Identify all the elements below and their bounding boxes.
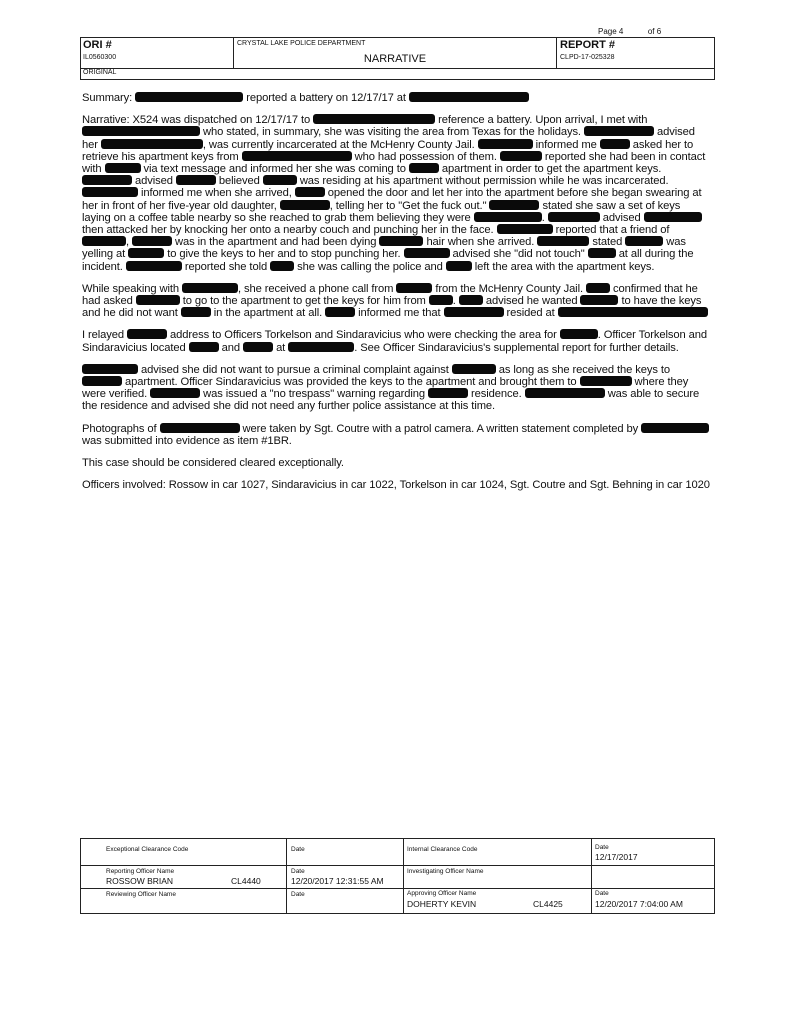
text-run: hair when she arrived.	[426, 236, 535, 249]
redaction	[105, 163, 141, 173]
text-run: was yelling at	[82, 236, 686, 261]
redaction	[525, 388, 605, 398]
internal-clearance-label: Internal Clearance Code	[407, 846, 478, 853]
redaction	[625, 236, 663, 246]
redaction	[396, 283, 432, 293]
divider	[81, 865, 714, 866]
narrative-paragraph-2: While speaking with , she received a phone call from from the McHenry County Jail. confirmed that he had asked to go to the apartment to get the keys for him from . advised he wanted to have the keys and he did not want in the apartment at all. informed me that resided at	[82, 283, 710, 320]
page-of-label: of 6	[647, 27, 662, 36]
redaction	[82, 236, 126, 246]
text-run: stated	[592, 236, 623, 249]
redaction	[497, 224, 553, 234]
narrative-paragraph-4	[82, 364, 710, 413]
redaction	[101, 139, 203, 149]
text-run: advised	[135, 175, 173, 188]
redaction	[176, 175, 216, 185]
text-run: was submitted into evidence as item #1BR.	[82, 434, 292, 447]
text-run: While speaking with	[82, 282, 179, 295]
ori-value: IL0560300	[83, 54, 117, 61]
redaction	[444, 307, 504, 317]
text-run: advised she did not want to pursue a criminal complaint against	[141, 363, 449, 376]
text-run: as long as she received the keys to	[498, 363, 671, 376]
text-run: believed	[218, 175, 260, 188]
redaction	[404, 248, 450, 258]
redaction	[459, 295, 483, 305]
text-run: advised she "did not touch"	[452, 248, 585, 261]
redaction	[295, 187, 325, 197]
text-run: from the McHenry County Jail.	[435, 282, 583, 295]
divider	[591, 839, 592, 913]
approval-date: 12/20/2017 7:04:00 AM	[595, 899, 683, 909]
redaction	[428, 388, 468, 398]
text-run: and	[221, 341, 241, 354]
redaction	[181, 307, 211, 317]
redaction	[242, 151, 352, 161]
redaction	[452, 364, 496, 374]
text-run: at	[276, 341, 286, 354]
report-date: 12/20/2017 12:31:55 AM	[291, 876, 384, 886]
ori-cell	[81, 38, 234, 68]
redaction	[429, 295, 453, 305]
summary-paragraph	[82, 92, 710, 104]
narrative-paragraph-7: Officers involved: Rossow in car 1027, Sindaravicius in car 1022, Torkelson in car 1024, Sgt. Coutre and Sgt. Behning in car 1020	[82, 479, 710, 492]
text-run: apartment. Officer Sindaravicius was provided the keys to the apartment and brought them to	[125, 376, 577, 389]
redaction	[584, 126, 654, 136]
text-run: she was calling the police and	[297, 260, 443, 273]
text-run: opened the door and let her into the apartment before she began swearing at her in front of her five-year old daughter,	[82, 187, 702, 212]
text-run: was residing at his apartment without permission while he was incarcerated.	[299, 175, 669, 188]
approving-officer-label: Approving Officer Name	[407, 890, 477, 897]
clearance-date: 12/17/2017	[595, 852, 638, 862]
text-run: reference a battery. Upon arrival, I met with	[438, 114, 648, 127]
redaction	[588, 248, 616, 258]
date-label: Date	[595, 890, 609, 897]
narrative-paragraph-3: I relayed address to Officers Torkelson and Sindaravicius who were checking the area for . Officer Torkelson and Sindaravicius located and at . See Officer Sindaravicius's supplemental report for further details.	[82, 329, 707, 354]
redaction	[182, 283, 238, 293]
text-run: confirmed that he had asked	[82, 282, 698, 308]
text-run: asked her to retrieve his apartment keys from	[82, 138, 694, 163]
redaction	[160, 423, 240, 433]
report-label: REPORT #	[560, 39, 616, 51]
report-header	[80, 37, 715, 69]
text-run: at all during the incident.	[82, 248, 694, 273]
redaction	[135, 92, 243, 102]
redaction	[580, 295, 618, 305]
text-run: resided at	[506, 307, 555, 320]
text-run: was issued a "no trespass" warning regarding	[203, 388, 425, 401]
approving-officer-name: DOHERTY KEVIN	[407, 899, 477, 909]
clearance-footer	[80, 838, 715, 914]
text-run: , telling her to "Get the fuck out."	[329, 199, 487, 212]
redaction	[82, 175, 132, 185]
redaction	[379, 236, 423, 246]
text-run: to go to the apartment to get the keys for him from	[182, 295, 426, 308]
date-label: Date	[291, 846, 305, 853]
text-run: to have the keys and he did not want	[82, 295, 702, 320]
redaction	[136, 295, 180, 305]
redaction	[409, 163, 439, 173]
text-run: Officer Torkelson and Sindaravicius located	[82, 329, 707, 354]
text-run: apartment in order to get the apartment keys.	[441, 163, 662, 176]
redaction	[82, 376, 122, 386]
redaction	[474, 212, 542, 222]
summary-label: Summary:	[82, 92, 133, 104]
redaction	[548, 212, 600, 222]
summary-text: reported a battery on 12/17/17 at	[246, 92, 406, 104]
redaction	[127, 329, 167, 339]
date-label: Date	[595, 844, 609, 851]
divider	[81, 888, 714, 889]
text-run: via text message and informed her she was coming to	[143, 163, 406, 176]
redaction	[325, 307, 355, 317]
redaction	[560, 329, 598, 339]
redaction	[126, 261, 182, 271]
text-run: , she received a phone call from	[237, 282, 394, 295]
text-run: Narrative: X524 was dispatched on 12/17/17 to	[82, 114, 311, 127]
text-run: address to Officers Torkelson and Sindaravicius who were checking the area for	[170, 329, 557, 342]
text-run: I relayed	[82, 329, 125, 342]
page-label: Page 4	[598, 27, 624, 36]
redaction	[82, 126, 200, 136]
redaction	[446, 261, 472, 271]
text-run: reported that a friend of	[555, 224, 670, 237]
reporting-officer-name: ROSSOW BRIAN	[106, 876, 174, 886]
page-number	[598, 27, 661, 36]
redaction	[189, 342, 219, 352]
text-run: Photographs of	[82, 422, 157, 435]
redaction	[478, 139, 533, 149]
narrative-paragraph-1: Narrative: X524 was dispatched on 12/17/17 to reference a battery. Upon arrival, I met with who stated, in summary, she was visiting the area from Texas for the holidays. advised her , was currently incarcerated at the McHenry County Jail. informed me asked her to retrieve his apartment keys from who had possession of them. reported she had been in contact with via text message and informed her she was coming to apartment in order to get the apartment keys. advised believed was residing at his apartment without permission while he was incarcerated. informed me when she arrived, opened the door and let her into the apartment before she began swearing at her in front of her five-year old daughter, , telling her to "Get the fuck out." stated she saw a set of keys laying on a coffee table nearby so she reached to grab them believing they were . advised then attacked her by knocking her onto a nearby couch and punching her in the face. reported that a friend of , was in the apartment and had been dying hair when she arrived. stated was yelling at to give the keys to her and to stop punching her. advised she "did not touch" at all during the incident. reported she told she was calling the police and left the area with the apartment keys.	[82, 114, 706, 273]
section-title: NARRATIVE	[363, 53, 427, 65]
reporting-officer-id: CL4440	[231, 876, 261, 886]
redaction	[82, 187, 138, 197]
text-run: left the area with the apartment keys.	[474, 260, 655, 273]
redaction	[600, 139, 630, 149]
text-run: advised	[602, 211, 641, 224]
redaction	[313, 114, 435, 124]
text-run: was able to secure the residence and advised she did not need any further police assistance at this time.	[82, 388, 700, 413]
original-row	[80, 67, 715, 80]
date-label: Date	[291, 868, 305, 875]
department-cell	[234, 38, 557, 68]
redaction	[243, 342, 273, 352]
redaction	[270, 261, 294, 271]
reviewing-officer-label: Reviewing Officer Name	[106, 891, 176, 898]
text-run: reported she told	[184, 260, 268, 273]
redaction	[586, 283, 610, 293]
investigating-officer-label: Investigating Officer Name	[407, 868, 484, 875]
redaction	[489, 200, 539, 210]
redaction	[288, 342, 354, 352]
text-run: advised her	[82, 126, 695, 151]
redaction	[500, 151, 542, 161]
redaction	[82, 364, 138, 374]
redaction	[537, 236, 589, 246]
text-run: advised he wanted	[485, 295, 578, 308]
text-run: informed me	[535, 138, 597, 151]
text-run: reported she had been in contact with	[82, 150, 706, 176]
narrative-body	[82, 92, 710, 501]
text-run: where they were verified.	[82, 376, 689, 401]
redaction	[641, 423, 709, 433]
date-label: Date	[291, 891, 305, 898]
redaction	[580, 376, 632, 386]
text-run: informed me when she arrived,	[141, 187, 292, 200]
text-run: were taken by Sgt. Coutre with a patrol camera. A written statement completed by	[242, 422, 639, 435]
redaction	[150, 388, 200, 398]
divider	[403, 839, 404, 913]
text-run: to give the keys to her and to stop punching her.	[167, 248, 401, 261]
text-run: stated she saw a set of keys laying on a coffee table nearby so she reached to grab them believing they were	[82, 199, 681, 224]
text-run: residence.	[471, 388, 522, 401]
department-name: CRYSTAL LAKE POLICE DEPARTMENT	[237, 40, 366, 47]
report-number: CLPD-17-025328	[560, 54, 615, 61]
text-run: then attacked her by knocking her onto a nearby couch and punching her in the face.	[82, 224, 494, 237]
report-number-cell	[557, 38, 714, 68]
text-run: informed me that	[358, 307, 441, 320]
text-run: who had possession of them.	[354, 150, 497, 163]
redaction	[263, 175, 297, 185]
divider	[286, 839, 287, 913]
redaction	[128, 248, 164, 258]
text-run: in the apartment at all.	[213, 307, 323, 320]
redaction	[558, 307, 708, 317]
exceptional-clearance-label: Exceptional Clearance Code	[106, 846, 189, 853]
redaction	[280, 200, 330, 210]
text-run: was in the apartment and had been dying	[175, 236, 377, 249]
approving-officer-id: CL4425	[533, 899, 563, 909]
redaction	[644, 212, 702, 222]
redaction	[132, 236, 172, 246]
text-run: who stated, in summary, she was visiting the area from Texas for the holidays.	[203, 126, 581, 139]
original-label: ORIGINAL	[83, 69, 117, 76]
text-run: . See Officer Sindaravicius's supplemental report for further details.	[354, 341, 679, 354]
text-run: , was currently incarcerated at the McHenry County Jail.	[202, 138, 475, 151]
ori-label: ORI #	[83, 39, 112, 51]
narrative-paragraph-5	[82, 423, 710, 447]
reporting-officer-label: Reporting Officer Name	[106, 868, 175, 875]
redaction	[409, 92, 529, 102]
narrative-paragraph-6: This case should be considered cleared exceptionally.	[82, 457, 344, 470]
